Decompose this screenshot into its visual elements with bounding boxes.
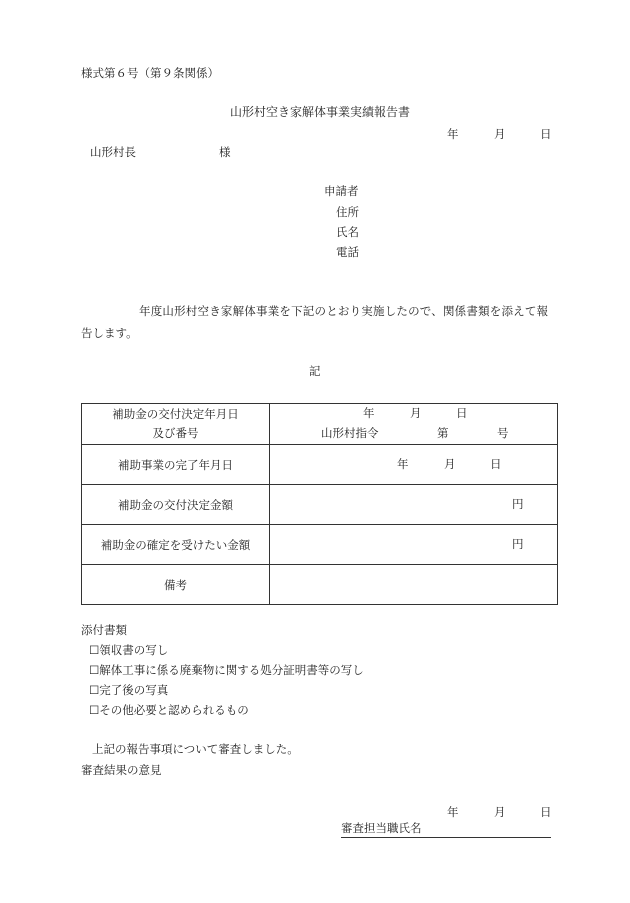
form-number: 様式第６号（第９条関係） [81, 66, 219, 80]
decision-amount-unit: 円 [512, 497, 524, 511]
table-row [82, 485, 558, 525]
date-month: 月 [494, 127, 506, 141]
attachment-item-other: ☐その他必要と認められるもの [89, 703, 249, 717]
applicant-name-label: 氏名 [336, 225, 359, 239]
body-text-line1: 年度山形村空き家解体事業を下記のとおり実施したので、関係書類を添えて報 [139, 304, 549, 318]
directive-go: 号 [497, 426, 509, 440]
table-row [82, 445, 558, 485]
decision-amount-value-cell [270, 485, 558, 525]
attachments-heading: 添付書類 [81, 623, 127, 637]
decision-date-label-line1: 補助金の交付決定年月日 [112, 406, 239, 421]
review-date-month: 月 [494, 805, 506, 819]
decision-month: 月 [410, 406, 422, 420]
applicant-heading: 申請者 [324, 184, 359, 198]
addressee-name: 山形村長 [90, 145, 136, 159]
table-row [82, 525, 558, 565]
date-day: 日 [540, 127, 552, 141]
body-text-line2: 告します。 [81, 326, 138, 340]
decision-year: 年 [363, 406, 375, 420]
report-table [81, 403, 558, 605]
review-date-year: 年 [447, 805, 459, 819]
requested-amount-label: 補助金の確定を受けたい金額 [82, 525, 270, 565]
ki-heading: 記 [309, 364, 321, 378]
submission-date [0, 126, 630, 140]
completion-year: 年 [397, 457, 409, 471]
attachment-item-photos: ☐完了後の写真 [89, 683, 169, 697]
completion-month: 月 [444, 457, 456, 471]
reviewer-signature-line [341, 837, 551, 838]
attachment-item-disposal-certificate: ☐解体工事に係る廃棄物に関する処分証明書等の写し [89, 663, 364, 677]
completion-day: 日 [490, 457, 502, 471]
applicant-address-label: 住所 [336, 205, 359, 219]
document-title: 山形村空き家解体事業実績報告書 [230, 105, 411, 119]
applicant-phone-label: 電話 [336, 245, 359, 259]
addressee-honorific: 様 [219, 145, 231, 159]
remarks-label: 備考 [82, 565, 270, 605]
directive-prefix: 山形村指令 [321, 426, 379, 440]
remarks-value-cell [270, 565, 558, 605]
requested-amount-unit: 円 [512, 537, 524, 551]
table-row [82, 565, 558, 605]
completion-date-value-cell [270, 445, 558, 485]
date-year: 年 [447, 127, 459, 141]
decision-date-value-cell [270, 404, 558, 445]
review-date [0, 804, 630, 818]
decision-date-label-cell [82, 404, 270, 445]
completion-date-label: 補助事業の完了年月日 [82, 445, 270, 485]
decision-day: 日 [456, 406, 468, 420]
review-date-day: 日 [540, 805, 552, 819]
review-statement: 上記の報告事項について審査しました。 [92, 742, 299, 756]
requested-amount-value-cell [270, 525, 558, 565]
decision-date-label-line2: 及び番号 [152, 426, 199, 440]
reviewer-name-label: 審査担当職氏名 [341, 821, 422, 835]
attachment-item-receipt: ☐領収書の写し [89, 643, 169, 657]
table-row [82, 404, 558, 445]
decision-amount-label: 補助金の交付決定金額 [82, 485, 270, 525]
directive-dai: 第 [437, 426, 449, 440]
review-opinion-label: 審査結果の意見 [81, 763, 162, 777]
